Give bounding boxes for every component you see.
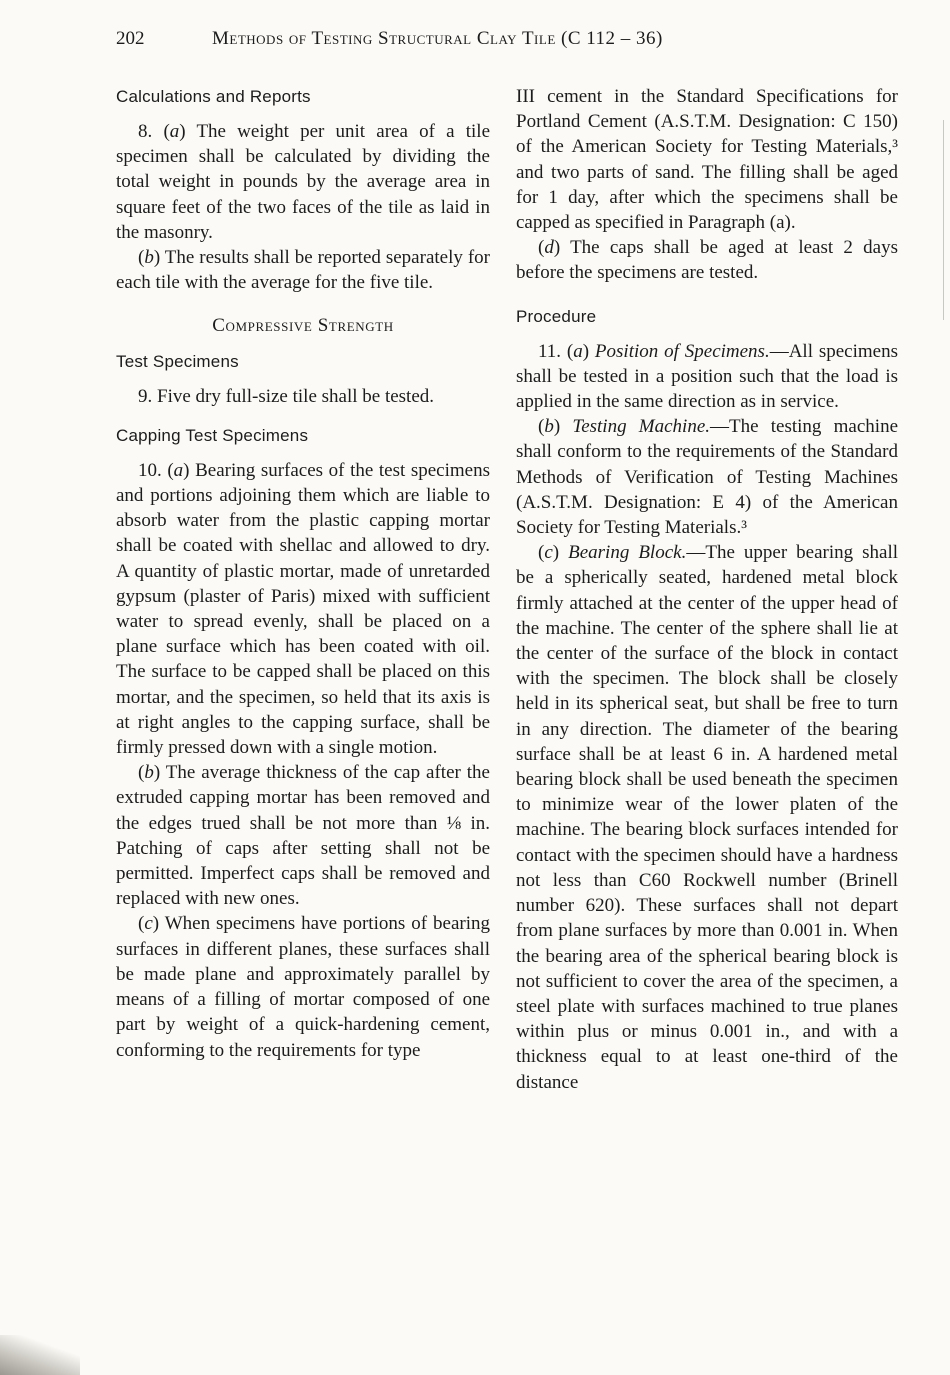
paragraph-8b: (b) The results shall be reported separately for each tile with the average for the five tile. <box>116 247 490 294</box>
paragraph-10b: (b) The average thickness of the cap after the extruded capping mortar has been removed and the edges trued shall be not more than ⅛ in. Patching of caps after setting shall not be permitted. Imperfect caps shall be removed and replaced with new ones. <box>116 762 490 910</box>
page-header <box>116 28 890 58</box>
calculations-heading: Calculations and Reports <box>116 87 311 106</box>
paragraph-10d: (d) The caps shall be aged at least 2 days before the specimens are tested. <box>516 237 898 284</box>
paragraph-11c: (c) Bearing Block.—The upper bearing shall be a spherically seated, hardened metal block firmly attached at the center of the upper head of the machine. The center of the sphere shall lie at the center of the surface of the block in contact with the specimen. The block shall be closely held in its spherical seat, but shall be free to turn in any direction. The diameter of the bearing surface shall be at least 6 in. A hardened metal bearing block shall be used beneath the specimen to minimize wear of the lower platen of the machine. The bearing block surfaces intended for contact with the specimen should have a hardness not less than C60 Rockwell number (Brinell number 620). These surfaces shall not depart from plane surfaces by more than 0.001 in. When the bearing area of the spherical bearing block is not sufficient to cover the area of the specimen, a steel plate with surfaces machined to true planes within plus or minus 0.001 in., and with a thickness equal to at least one-third of the distance <box>516 542 899 1093</box>
left-column <box>116 84 490 1063</box>
paragraph-10a: 10. (a) Bearing surfaces of the test specimens and portions adjoining them which are liable to absorb water from the plastic capping mortar shall be coated with shellac and allowed to dry. A quantity of plastic mortar, made of unretarded gypsum (plaster of Paris) mixed with sufficient water to spread evenly, shall be placed on a plane surface which has been coated with oil. The surface to be capped shall be placed on this mortar, and the specimen, so held that its axis is at right angles to the capping surface, shall be firmly pressed down with a single motion. <box>116 459 490 759</box>
paragraph-11a: 11. (a) Position of Specimens.—All specimens shall be tested in a position such that the load is applied in the same direction as in service. <box>516 340 898 413</box>
test-specimens-heading: Test Specimens <box>116 351 239 371</box>
compressive-strength-heading: Compressive Strength <box>212 315 394 337</box>
paragraph-11b: (b) Testing Machine.—The testing machine shall conform to the requirements of the Standard Methods of Verification of Testing Machines (A.S.T.M. Designation: E 4) of the American Society for Testing Materials.³ <box>516 416 898 539</box>
running-title: Methods of Testing Structural Clay Tile (C 112 – 36) <box>212 28 663 49</box>
page-number: 202 <box>116 28 145 49</box>
paragraph-10c: (c) When specimens have portions of bearing surfaces in different planes, these surfaces shall be made plane and approximately parallel by means of a filling of mortar composed of one part by weight of a quick-hardening cement, conforming to the requirements for type <box>116 913 490 1061</box>
capping-heading: Capping Test Specimens <box>116 425 309 445</box>
scan-edge-mark <box>943 120 944 320</box>
paragraph-9: 9. Five dry full-size tile shall be tested. <box>138 385 435 407</box>
procedure-heading: Procedure <box>516 306 597 326</box>
paragraph-10c-continued: III cement in the Standard Specifications for Portland Cement (A.S.T.M. Designation: C 150) of the American Society for Testing Materials,³ and two parts of sand. The filling shall be aged for 1 day, after which the specimens shall be capped as specified in Paragraph (a). <box>516 86 898 234</box>
paragraph-8a: 8. (a) The weight per unit area of a tile specimen shall be calculated by dividing the total weight in pounds by the average area in square feet of the two faces of the tile as laid in the masonry. <box>116 121 491 243</box>
scan-corner-shadow <box>0 1335 80 1375</box>
right-column <box>516 84 898 1095</box>
